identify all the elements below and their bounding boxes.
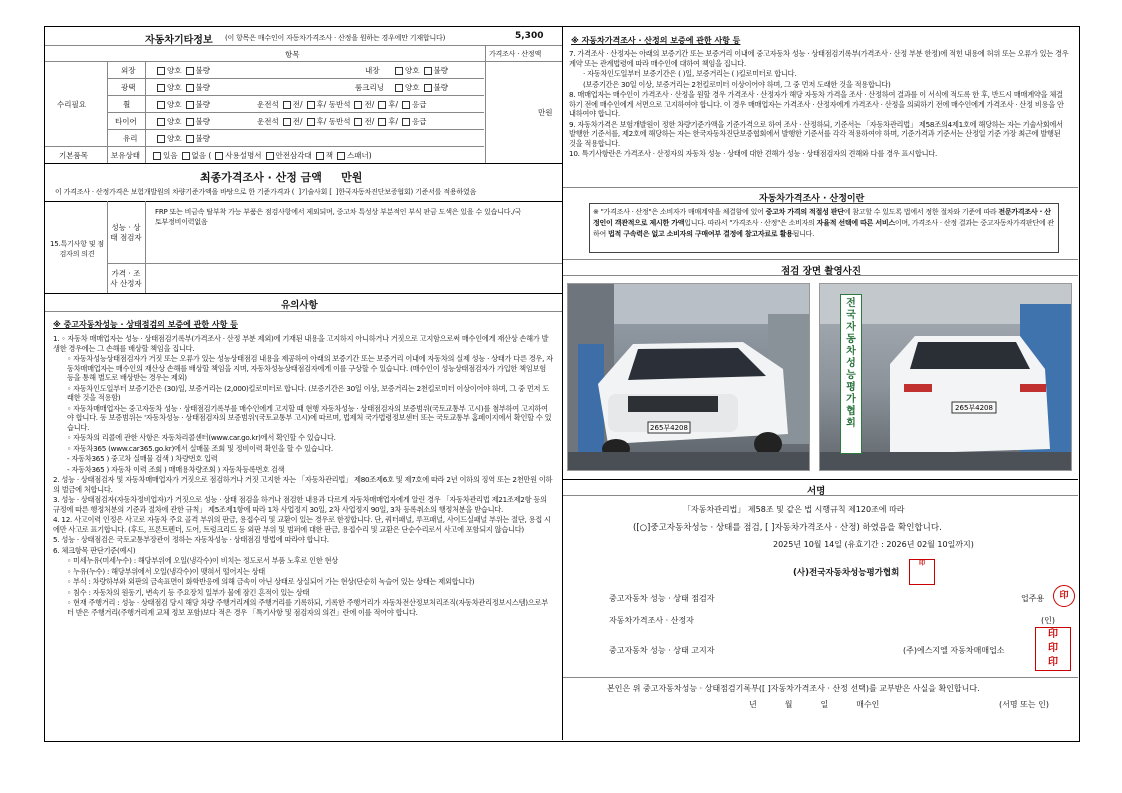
bad-option[interactable]: 불량 (195, 134, 210, 143)
bad-option[interactable]: 불량 (195, 66, 210, 75)
price-box-title: 자동차가격조사 · 산정이란 (759, 194, 865, 204)
price-guarantee-item: 8. 매매업자는 매수인이 가격조사 · 산정을 원할 경우 가격조사 · 산정자가 해당 자동차 가격을 조사 · 산정하여 결과를 이 서식에 적도록 한 후, 반드시 매매계약을 체결하기 전에 매수인에게 서면으로 고지하여야 합니다. 이 경우 매매업자는 가격조사 · 산정자에게 가격조사 · 산정을 의뢰하기 전에 매수인에게 가격조사 · 산정 비용을 안내하여야 합니다. (569, 90, 1064, 118)
price-guarantee-list (569, 49, 1069, 160)
company-name: (주)에스지엘 자동차매매업소 (903, 646, 1005, 655)
front-plate-text: 265부4208 (650, 424, 688, 432)
note-item: 6. 체크항목 판단기준(예시) (53, 545, 136, 555)
note-item: ◦ 자동차인도일부터 보증기간은 (30)일, 보증거리는 (2,000)킬로미터로 합니다. (보증기간은 30일 이상, 보증거리는 2천킬로미터 이상이어야 하며, 그 중 먼저 도래한 것을 적용함) (67, 383, 549, 402)
signature-title: 서명 (807, 486, 826, 497)
note-item: ◦ 현재 주행거리 : 성능 · 상태점검 당시 해당 차량 주행거리계의 주행거리를 기록하되, 기록한 주행거리가 자동차전산정보처리조직(자동차관리정보시스템)으로부터 받은 주행거리(주행거리계 교체 정보 포함)보다 적은 경우 「특기사항 및 점검자의 의견」란에 이를 적어야 합니다. (67, 598, 548, 617)
note-item: ◦ 자동차성능상태점검자가 거짓 또는 오류가 있는 성능상태점검 내용을 제공하여 아래의 보증기간 또는 보증거리 이내에 자동차의 실제 성능 · 상태가 다른 경우, 자동차매매업자는 매수인의 재산상 손해를 배상할 책임을 지며, 자동차성능상태점검자에게 이를 구상할 수 있습니다. (매수인이 성능상태점검자가 가입한 책임보험 등을 통해 별도로 배상받는 경우는 제외) (67, 354, 553, 382)
company-seal: 印 印 印 (1035, 627, 1071, 671)
bad-option[interactable]: 불량 (195, 100, 210, 109)
col-price-header: 가격조사 · 산정액 (489, 50, 542, 58)
tire-label: 타이어 (115, 117, 137, 126)
note-item: ◦ 부식 : 차량하부와 외판의 금속표면이 화학반응에 의해 금속이 아닌 상태로 상실되어 가는 현상(단순히 녹슬어 있는 상태는 제외합니다) (67, 577, 475, 586)
final-price-label: 최종가격조사 · 산정 금액 만원 (200, 171, 363, 184)
note-item: ◦ 자동차매매업자는 중고자동차 성능 · 상태점검기록부를 매수인에게 고지할 때 현행 자동차성능 · 상태점검자의 보증범위(국토교통부 고시)를 첨부하여 고지하여야 합니다. 동 보증범위는 '자동차성능 · 상태점검자의 보증범위'(국토교통부 고시)에 따르며, 법제처 국가법령정보센터 또는 국토교통부 홈페이지에서 확인할 수 있습니다. (67, 403, 552, 432)
price-person-label: 자동차가격조사 · 산정자 (609, 616, 694, 625)
repair-needed-label: 수리필요 (57, 100, 86, 109)
rear-plate-text: 265부4208 (955, 404, 993, 412)
note-item: - 자동차365 ) 자동차 이력 조회 ) 매매용차량조회 ) 자동차등록번호 검색 (67, 464, 285, 474)
glass-label: 유리 (123, 134, 138, 143)
inspection-record-page (44, 26, 1080, 742)
association-name: (사)전국자동차성능평가협회 (793, 568, 900, 578)
note-item: 5. 성능 · 상태점검은 국토교통부장관이 정하는 자동차성능 · 상태점검 방법에 따라야 합니다. (53, 535, 329, 544)
other-info-amount: 5,300 (515, 31, 544, 41)
gloss-label: 광택 (121, 83, 136, 92)
note-item: 2. 성능 · 상태점검자 및 자동차매매업자가 거짓으로 점검하거나 거짓 고지한 자는 「자동차관리법」 제80조제6호 및 제7호에 따라 2년 이하의 징역 또는 2천만원 이하의 벌금에 처합니다. (53, 475, 553, 494)
basic-items-options[interactable]: 있음 없음 ( 사용설명서 안전삼각대 잭 스패너 ) (149, 150, 372, 161)
good-option[interactable]: 양호 (167, 117, 182, 126)
association-banner-text: 전 국 자 동 차 성 능 평 가 협 회 (846, 298, 856, 429)
inspector-suffix: 업주용 (1021, 594, 1045, 603)
signature-line1: 「자동차관리법」 제58조 및 같은 법 시행규칙 제120조에 따라 (683, 505, 905, 514)
price-guarantee-item: 10. 특기사항란은 가격조사 · 산정자의 자동차 성능 · 상태에 대한 견해가 성능 · 상태점검자의 견해와 다를 경우 표시합니다. (569, 149, 937, 158)
bad-option[interactable]: 불량 (195, 117, 210, 126)
good-option[interactable]: 양호 (167, 83, 182, 92)
bad-option[interactable]: 불량 (433, 83, 448, 92)
bad-option[interactable]: 불량 (433, 66, 448, 75)
col-item-header: 항목 (285, 50, 300, 59)
interior-label: 내장 (365, 66, 380, 75)
good-option[interactable]: 양호 (167, 66, 182, 75)
note-item: - 자동차365 ) 중고차 실매물 검색 ) 차량번호 입력 (67, 454, 218, 463)
wheel-label: 휠 (123, 100, 131, 109)
note-item: ◦ 자동차365 (www.car365.go.kr)에서 실매물 조회 및 정비이력 확인을 할 수 있습니다. (67, 443, 333, 453)
inspection-photo-front (567, 283, 810, 471)
price-assessor-label: 가격 · 조사 산정자 (110, 269, 142, 288)
price-guarantee-item: · 자동차인도일부터 보증기간은 ( )일, 보증거리는 ( )킬로미터로 합니다. (583, 69, 797, 78)
good-option[interactable]: 양호 (405, 66, 420, 75)
buyer-sign-label: (서명 또는 인) (999, 700, 1049, 709)
note-item: ◦ 미세누유(미세누수) : 해당부위에 오일(냉각수)이 비치는 정도로서 부품 노후로 인한 현상 (67, 556, 338, 565)
tire-options[interactable] (153, 116, 210, 127)
photos-title: 점검 장면 촬영사진 (781, 266, 862, 277)
other-info-title: 자동차기타정보 (145, 35, 213, 46)
note-item: ◦ 자동차의 리콜에 관한 사항은 자동차리콜센터(www.car.go.kr)에서 확인할 수 있습니다. (67, 433, 336, 442)
price-guarantee-item: (보증기간은 30일 이상, 보증거리는 2천킬로미터 이상이어야 하며, 그 중 먼저 도래한 것을 적용합니다) (583, 79, 891, 89)
exterior-label: 외장 (121, 66, 136, 75)
price-guarantee-item: 7. 가격조사 · 산정자는 아래의 보증기간 또는 보증거리 이내에 중고자동차 성능 · 상태점검기록부(가격조사 · 산정 부분 한정)에 적힌 내용에 허위 또는 오류가 있는 경우 계약 또는 관계법령에 따라 매수인에 대하여 책임을 집니다. (569, 49, 1069, 68)
wheel-positions[interactable]: 운전석 전 / 후 / 동반석 전 / 후 / 응급 (257, 100, 427, 109)
signature-line2: ([○]중고자동차성능 · 상태를 점검, [ ]자동차가격조사 · 산정) 하였음을 확인합니다. (633, 523, 942, 533)
good-option[interactable]: 양호 (167, 100, 182, 109)
perf-inspector-label: 성능 · 상태 점검자 (110, 223, 142, 242)
left-column (45, 27, 563, 740)
good-option[interactable]: 양호 (405, 83, 420, 92)
final-price-desc: 이 가격조사 · 산정가격은 보험개발원의 차량기준가액을 바탕으로 한 기준가격과 ( ]기술사회 [ ]한국자동차진단보증협회) 기준서를 적용하였음 (55, 188, 477, 196)
note-item: 4. 12. 사고이력 인정은 사고로 자동차 주요 골격 부위의 판금, 용접수리 및 교환이 있는 경우로 한정합니다. 단, 쿼터패널, 루프패널, 사이드실패널 부위는 절단, 용접 시에만 사고로 표기합니다. (후드, 프론트펜더, 도어, 트렁크리드 등 외판 부위 및 범퍼에 대한 판금, 용접수리 및 교환은 단순수리로서 사고에 포함되지 않습니다) (53, 515, 551, 534)
price-person-seal-word: (인) (1041, 616, 1055, 625)
confirm-text: 본인은 위 중고자동차성능 · 상태점검기록부([ ]자동차가격조사 · 산정 선택)를 교부받은 사실을 확인합니다. (607, 684, 980, 693)
room-cleaning-label: 룸크리닝 (355, 83, 384, 92)
other-info-subtitle: (이 항목은 매수인이 자동차가격조사 · 산정을 원하는 경우에만 기재합니다) (225, 34, 446, 42)
association-seal: 印 (909, 559, 935, 585)
wheel-options[interactable] (153, 99, 210, 110)
possession-label: 보유상태 (111, 151, 140, 160)
price-box-text: ※ "가격조사 · 산정"은 소비자가 매매계약을 체결함에 있어 중고차 가격의 적절성 판단에 참고할 수 있도록 법에서 정한 절차와 기준에 따라 전문가격조사 · 산정인이 객관적으로 제시한 가액입니다. 따라서 "가격조사 · 산정"은 소비자의 자율적 선택에 따른 서비스이며, 가격조사 · 산정 결과는 중고자동차가격판단에 관하여 법적 구속력은 없고 소비자의 구매여부 결정에 참고자료로 활용됩니다. (593, 208, 1054, 238)
glass-options[interactable] (153, 133, 210, 144)
buyer-sign-line[interactable]: 년 월 일 매수인 (749, 700, 880, 709)
bad-option[interactable]: 불량 (195, 83, 210, 92)
notes-list (53, 334, 553, 618)
basic-items-label: 기본품목 (59, 151, 88, 160)
unit-won: 만원 (538, 108, 553, 117)
notifier-label: 중고자동차 성능 · 상태 고지자 (609, 646, 715, 655)
price-guarantee-heading: ※ 자동차가격조사 · 산정의 보증에 관한 사항 등 (571, 36, 741, 45)
notes-title: 유의사항 (281, 300, 318, 311)
opinion-label: 15.특기사항 및 점검자의 의견 (50, 240, 104, 258)
perf-inspector-opinion: FRP 또는 비금속 탈부착 가능 부품은 점검사항에서 제외되며, 중고차 특성상 부분적인 부식 판금 도색은 있을 수 있습니다./국토부정비이력없음 (155, 208, 522, 226)
inspector-seal: 印 (1053, 585, 1075, 607)
exterior-options[interactable] (153, 65, 210, 76)
inspector-label: 중고자동차 성능 · 상태 점검자 (609, 594, 715, 603)
right-column (563, 27, 1078, 740)
note-item: ◦ 누유(누수) : 해당부위에서 오일(냉각수)이 맺혀서 떨어지는 상태 (67, 566, 265, 576)
gloss-options[interactable] (153, 82, 210, 93)
signature-date: 2025년 10월 14일 (유효기간 : 2026년 02월 10일까지) (773, 540, 974, 549)
note-item: ◦ 침수 : 자동차의 원동기, 변속기 등 주요장치 일부가 물에 잠긴 흔적이 있는 상태 (67, 587, 310, 597)
note-item: 1. ◦ 자동차 매매업자는 성능 · 상태점검기록부(가격조사 · 산정 부분 제외)에 기재된 내용을 고지하지 아니하거나 거짓으로 고지함으로써 매수인에게 재산상 손해가 발생한 경우에는 그 손해를 배상할 책임을 집니다. (53, 334, 549, 353)
note-item: 3. 성능 · 상태점검자(자동차정비업자)가 거짓으로 성능 · 상태 점검을 하거나 점검한 내용과 다르게 자동차매매업자에게 알린 경우 「자동차관리법 제21조제2항 등의 규정에 따른 행정처분의 기준과 절차에 관한 규칙」 제5조제1항에 따라 1차 사업정지 30일, 2차 사업정지 90일, 3차 등록취소의 행정처분을 받습니다. (53, 495, 547, 514)
price-guarantee-item: 9. 자동차가격은 보험개발원이 정한 차량기준가액을 기준가격으로 하여 조사 · 산정하되, 기준서는 「자동차관리법」 제58조의4제1호에 해당하는 자는 기술사회에서 발행한 기준서를, 제2호에 해당하는 자는 한국자동차진단보증협회에서 발행한 기준서를 각각 적용하여야 하며, 기준가격과 기준서는 산정일 기준 가장 최근에 발행된 것을 적용합니다. (569, 119, 1063, 148)
notes-heading: ※ 중고자동차성능 · 상태점검의 보증에 관한 사항 등 (53, 320, 238, 329)
tire-positions[interactable]: 운전석 전 / 후 / 동반석 전 / 후 / 응급 (257, 117, 427, 126)
inspection-photo-rear (819, 283, 1072, 471)
interior-options[interactable] (391, 65, 448, 76)
good-option[interactable]: 양호 (167, 134, 182, 143)
room-cleaning-options[interactable] (391, 82, 448, 93)
